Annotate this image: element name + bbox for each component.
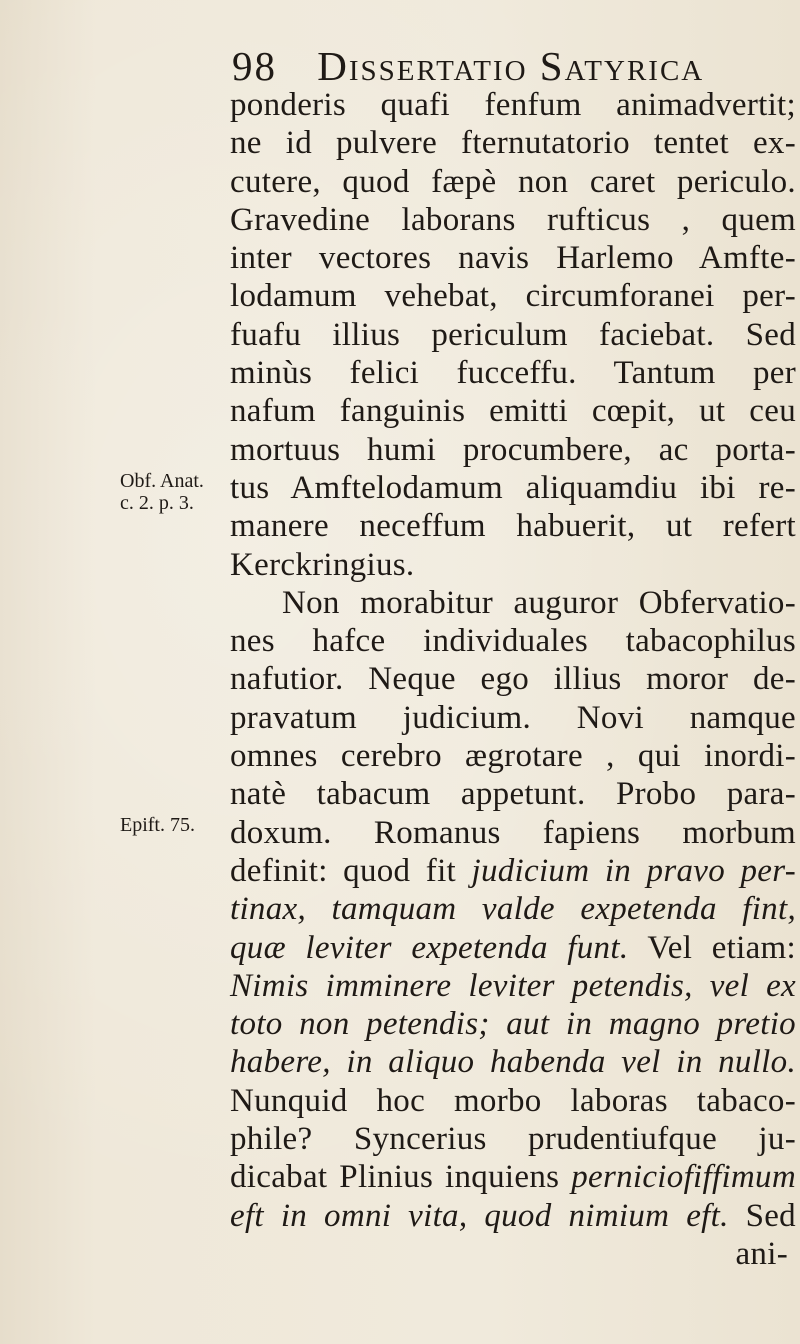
running-header — [232, 42, 792, 90]
text-line: inter vectores navis Harlemo Amfte- — [230, 240, 796, 277]
text-line — [230, 929, 796, 967]
text-line: Gravedine laborans rufticus , quem — [230, 201, 796, 238]
text-line: Kerckringius. — [230, 546, 415, 583]
italic-quote: perniciofiffimum — [571, 1159, 796, 1196]
text-line: manere neceffum habuerit, ut refert — [230, 508, 796, 545]
page-number: 98 — [232, 43, 277, 89]
text-line: tinax, tamquam valde expetenda fint, — [230, 891, 796, 928]
margin-note-epist: Epift. 75. — [120, 814, 195, 836]
text-segment: dicabat Plinius inquiens — [230, 1159, 560, 1196]
text-line: mortuus humi procumbere, ac porta- — [230, 431, 796, 468]
text-line: tus Amftelodamum aliquamdiu ibi re- — [230, 469, 796, 506]
text-line: toto non petendis; aut in magno pretio — [230, 1006, 796, 1043]
text-line — [230, 1158, 796, 1196]
text-line: Non morabitur auguror Obfervatio- — [282, 584, 796, 621]
text-line: natè tabacum appetunt. Probo para- — [230, 776, 796, 813]
text-segment: Sed — [745, 1197, 796, 1234]
text-line: nafum fanguinis emitti cœpit, ut ceu — [230, 393, 796, 430]
text-line: pravatum judicium. Novi namque — [230, 699, 796, 736]
italic-quote: quæ leviter expetenda funt. — [230, 929, 629, 966]
text-line: cutere, quod fæpè non caret periculo. — [230, 163, 796, 200]
text-line: doxum. Romanus fapiens morbum — [230, 814, 796, 851]
text-line: nafutior. Neque ego illius moror de- — [230, 661, 796, 698]
text-segment: definit: quod fit — [230, 852, 457, 889]
text-line — [230, 852, 796, 890]
text-line: ne id pulvere fternutatorio tentet ex- — [230, 125, 796, 162]
text-line: Nimis imminere leviter petendis, vel ex — [230, 967, 796, 1004]
italic-quote: judicium in pravo per- — [471, 852, 796, 889]
margin-note-obf-anat: Obf. Anat. c. 2. p. 3. — [120, 470, 204, 514]
running-title: Dissertatio Satyrica — [317, 43, 705, 89]
text-line: ponderis quafi fenfum animadvertit; — [230, 87, 796, 123]
text-line — [230, 1197, 796, 1235]
text-line: habere, in aliquo habenda vel in nullo. — [230, 1044, 796, 1081]
italic-quote: eft in omni vita, quod nimium eft. — [230, 1197, 729, 1234]
text-segment: Vel etiam: — [647, 929, 796, 966]
text-line: nes hafce individuales tabacophilus — [230, 623, 796, 660]
text-line: omnes cerebro ægrotare , qui inordi- — [230, 738, 796, 775]
text-line: phile? Syncerius prudentiufque ju- — [230, 1121, 796, 1158]
body-text — [230, 86, 796, 1273]
text-line: Nunquid hoc morbo laboras tabaco- — [230, 1082, 796, 1119]
text-line: minùs felici fucceffu. Tantum per — [230, 355, 796, 392]
text-line: fuafu illius periculum faciebat. Sed — [230, 316, 796, 353]
text-line: lodamum vehebat, circumforanei per- — [230, 278, 796, 315]
catchword: ani- — [735, 1235, 788, 1272]
